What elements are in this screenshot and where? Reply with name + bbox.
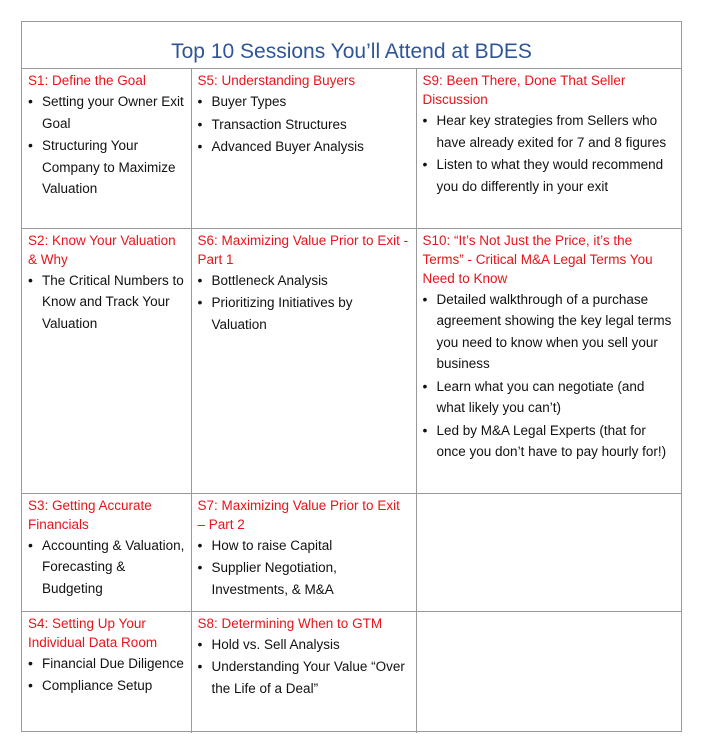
document-title: Top 10 Sessions You’ll Attend at BDES (22, 22, 681, 69)
session-title: S3: Getting Accurate Financials (28, 497, 152, 532)
session-cell-s6 (191, 228, 416, 493)
table-row (22, 69, 681, 228)
session-title: S8: Determining When to GTM (197, 615, 383, 631)
sessions-table (22, 69, 681, 733)
session-title: S7: Maximizing Value Prior to Exit – Part 2 (197, 497, 400, 532)
session-items (423, 289, 676, 463)
session-item: • Detailed walkthrough of a purchase agreement showing the key legal terms you need to know when you sell your business (423, 289, 676, 375)
session-item: • Financial Due Diligence (28, 653, 185, 675)
session-items (28, 91, 185, 200)
session-item: • Advanced Buyer Analysis (198, 136, 410, 158)
table-row (22, 228, 681, 493)
session-items (198, 270, 410, 336)
session-cell-s8 (191, 611, 416, 733)
session-cell-s7 (191, 493, 416, 611)
session-cell-s3 (22, 493, 191, 611)
session-items (198, 634, 410, 700)
table-row (22, 611, 681, 733)
session-item: • Setting your Owner Exit Goal (28, 91, 185, 134)
session-item: • Led by M&A Legal Experts (that for once you don’t have to pay hourly for!) (423, 420, 676, 463)
empty-cell (416, 611, 681, 733)
session-item: • Structuring Your Company to Maximize Valuation (28, 135, 185, 200)
session-item: • Prioritizing Initiatives by Valuation (198, 292, 410, 335)
session-title: S1: Define the Goal (28, 73, 146, 88)
session-item: • Compliance Setup (28, 675, 185, 697)
session-item: • Learn what you can negotiate (and what likely you can’t) (423, 376, 676, 419)
session-title: S2: Know Your Valuation & Why (28, 232, 176, 267)
session-item: • How to raise Capital (198, 535, 410, 557)
session-items (28, 653, 185, 697)
session-cell-s5 (191, 69, 416, 228)
session-item: • Listen to what they would recommend you do differently in your exit (423, 154, 676, 197)
session-cell-s9 (416, 69, 681, 228)
session-title: S4: Setting Up Your Individual Data Room (28, 615, 158, 650)
session-items (28, 535, 185, 600)
session-title: S9: Been There, Done That Seller Discussion (422, 73, 626, 107)
session-items (28, 270, 185, 335)
session-item: • The Critical Numbers to Know and Track Your Valuation (28, 270, 185, 335)
session-item: • Accounting & Valuation, Forecasting & Budgeting (28, 535, 185, 600)
session-item: • Transaction Structures (198, 114, 410, 136)
session-title: S10: “It’s Not Just the Price, it’s the Terms” - Critical M&A Legal Terms You Need to Know (422, 232, 653, 286)
session-item: • Buyer Types (198, 91, 410, 113)
session-cell-s2 (22, 228, 191, 493)
session-title: S6: Maximizing Value Prior to Exit - Part 1 (197, 232, 409, 267)
session-item: • Bottleneck Analysis (198, 270, 410, 292)
session-cell-s10 (416, 228, 681, 493)
session-items (198, 535, 410, 601)
sessions-document (21, 21, 682, 732)
session-title: S5: Understanding Buyers (197, 73, 356, 88)
table-row (22, 493, 681, 611)
session-item: • Understanding Your Value “Over the Life of a Deal” (198, 656, 410, 699)
session-item: • Hold vs. Sell Analysis (198, 634, 410, 656)
session-items (423, 110, 676, 197)
session-item: • Supplier Negotiation, Investments, & M&A (198, 557, 410, 600)
session-cell-s1 (22, 69, 191, 228)
session-cell-s4 (22, 611, 191, 733)
session-items (198, 91, 410, 158)
session-item: • Hear key strategies from Sellers who have already exited for 7 and 8 figures (423, 110, 676, 153)
empty-cell (416, 493, 681, 611)
